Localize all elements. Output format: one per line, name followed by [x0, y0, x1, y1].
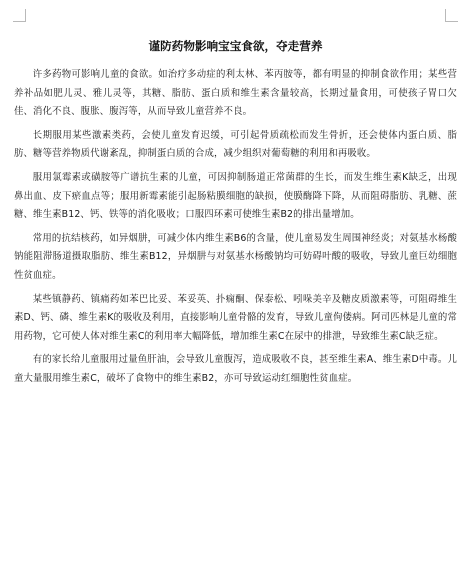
page-margin-marker-top-right	[445, 9, 458, 22]
paragraph-2: 长期服用某些激素类药，会使儿童发育迟缓，可引起骨质疏松而发生骨折，还会使体内蛋白质、脂肪、糖等营养物质代谢紊乱，抑制蛋白质的合成，减少组织对葡萄糖的利用和再吸收。	[14, 129, 457, 160]
document-title: 谨防药物影响宝宝食欲，夺走营养	[148, 39, 323, 53]
paragraph-6: 有的家长给儿童服用过量鱼肝油，会导致儿童腹泻，造成吸收不良，甚至维生素A、维生素D中毒。儿童大量服用维生素C，破坏了食物中的维生素B2，亦可导致运动红细胞性贫血症。	[14, 354, 457, 384]
paragraph-4: 常用的抗结核药，如异烟肼，可减少体内维生素B6的含量，使儿童易发生周围神经炎；对氨基水杨酸钠能阻滞肠道摄取脂肪、维生素B12，异烟肼与对氨基水杨酸钠均可妨碍叶酸的吸收，导致儿童巨幼细胞性贫血症。	[14, 232, 457, 281]
paragraph-3: 服用氯霉素或磺胺等广谱抗生素的儿童，可因抑制肠道正常菌群的生长，而发生维生素K缺乏，出现鼻出血、皮下瘀血点等；服用新霉素能引起肠粘膜细胞的缺损，使膜酶降下降，从而阻碍脂肪、乳糖、蔗糖、维生素B12、钙、铁等的消化吸收；口服四环素可使维生素B2的排出量增加。	[14, 171, 457, 221]
paragraph-5: 某些镇静药、镇痛药如苯巴比妥、苯妥英、扑痫酮、保泰松、吲哚美辛及糖皮质激素等，可阻碍维生素D、钙、磷、维生素K的吸收及利用，直接影响儿童骨骼的发育，导致儿童佝偻病。阿司匹林是儿童的常用药物，它可使人体对维生素C的利用率大幅降低，增加维生素C在尿中的排泄，导致维生素C缺乏症。	[14, 293, 457, 342]
page-margin-marker-top-left	[13, 9, 26, 22]
document-page	[14, 38, 457, 394]
paragraph-1: 许多药物可影响儿童的食欲。如治疗多动症的利太林、苯丙胺等，都有明显的抑制食欲作用；某些营养补品如肥儿灵、雅儿灵等，其糖、脂肪、蛋白质和维生素含量较高，长期过量食用，可使孩子胃口欠佳、消化不良、腹胀、腹泻等，从而导致儿童营养不良。	[14, 69, 457, 118]
